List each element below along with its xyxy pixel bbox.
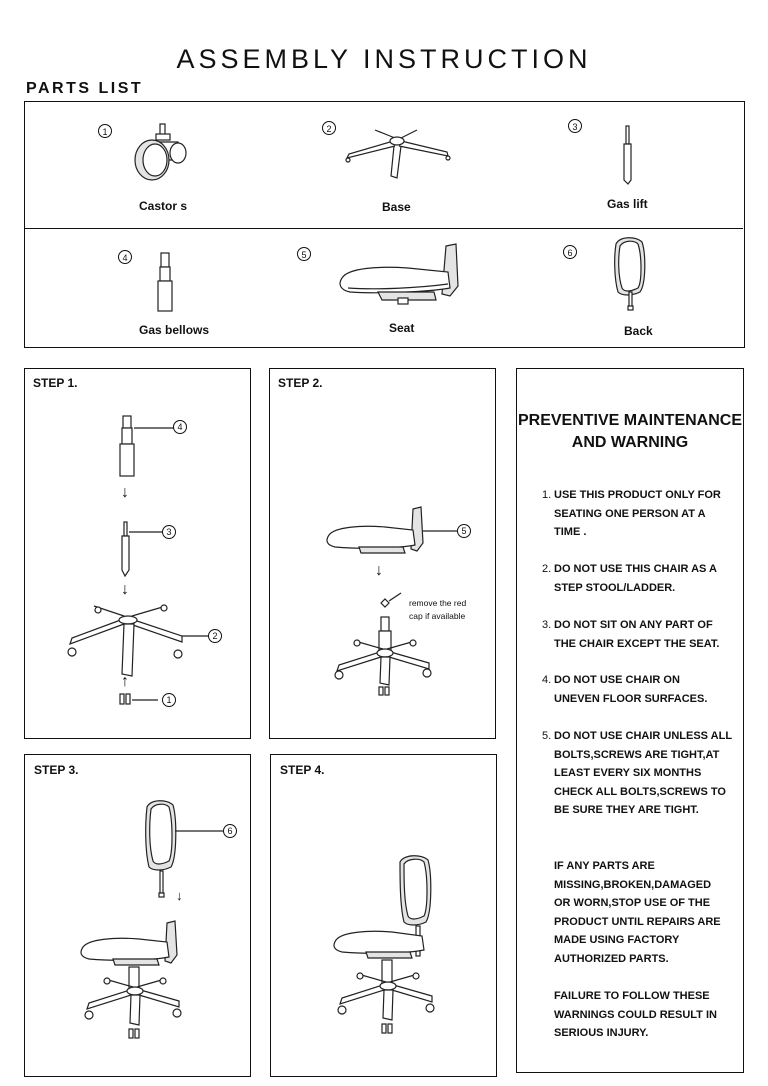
step-1-arrow-down-1: ↓ — [121, 484, 129, 501]
warning-item-2-line-2: STEP STOOL/LADDER. — [554, 581, 676, 594]
warning-title — [516, 410, 744, 454]
step-2-note — [409, 597, 466, 623]
page-title: ASSEMBLY INSTRUCTION — [176, 44, 592, 74]
warning-item-2 — [542, 560, 739, 597]
gas-bellows-icon — [150, 251, 180, 316]
part-label-castors: Castor s — [139, 199, 188, 213]
part-number-2: 2 — [322, 121, 336, 135]
warning-title-line-2: AND WARNING — [571, 434, 689, 451]
part-label-seat: Seat — [389, 321, 415, 335]
warning-item-4-line-2: UNEVEN FLOOR SURFACES. — [554, 692, 708, 705]
warning-item-3-line-2: THE CHAIR EXCEPT THE SEAT. — [554, 637, 720, 650]
part-label-gas-lift: Gas lift — [607, 197, 648, 211]
warning-item-4-number: 4. — [542, 674, 552, 686]
warning-item-4 — [542, 671, 739, 708]
warning-paragraph-2 — [554, 987, 739, 1043]
warning-paragraph-1-line-5: MADE USING FACTORY — [554, 934, 680, 946]
warning-paragraph-2-line-2: WARNINGS COULD RESULT IN — [554, 1008, 717, 1021]
step-1-callout-1: 1 — [162, 693, 176, 707]
warning-item-1-line-1: USE THIS PRODUCT ONLY FOR — [554, 489, 721, 501]
step-4-title: STEP 4. — [280, 763, 325, 777]
part-label-base: Base — [382, 200, 411, 214]
step-3-callout-6: 6 — [223, 824, 237, 838]
step-2-arrow-down: ↓ — [375, 562, 383, 579]
step-3-title: STEP 3. — [34, 763, 79, 777]
part-label-back: Back — [624, 324, 653, 338]
step-3-diagram — [75, 795, 225, 1055]
part-number-5: 5 — [297, 247, 311, 261]
warning-paragraph-2-line-3: SERIOUS INJURY. — [554, 1027, 649, 1039]
part-number-6: 6 — [563, 245, 577, 259]
warning-item-5-line-2: BOLTS,SCREWS ARE TIGHT,AT — [554, 748, 720, 761]
warning-item-1-line-2: SEATING ONE PERSON AT A — [554, 507, 706, 520]
step-1-diagram — [60, 410, 230, 710]
warning-item-1-line-3: TIME . — [554, 526, 587, 538]
warning-item-5-line-4: CHECK ALL BOLTS,SCREWS TO — [554, 785, 726, 798]
warning-item-3 — [542, 616, 739, 653]
step-2-title: STEP 2. — [278, 376, 323, 390]
step-4-diagram — [328, 850, 458, 1050]
warning-item-5-line-3: LEAST EVERY SIX MONTHS — [554, 767, 702, 779]
step-1-callout-4: 4 — [173, 420, 187, 434]
seat-icon — [338, 242, 468, 312]
warning-item-4-line-1: DO NOT USE CHAIR ON — [554, 674, 680, 686]
step-3-arrow-down: ↓ — [176, 888, 183, 903]
step-1-arrow-down-2: ↓ — [121, 581, 129, 598]
warning-title-line-1: PREVENTIVE MAINTENANCE — [517, 412, 743, 429]
warning-item-3-line-1: DO NOT SIT ON ANY PART OF — [554, 619, 713, 631]
castor-icon — [130, 120, 200, 185]
warning-paragraph-1-line-1: IF ANY PARTS ARE — [554, 860, 655, 872]
part-number-3: 3 — [568, 119, 582, 133]
part-label-gas-bellows: Gas bellows — [139, 323, 210, 337]
warning-item-3-number: 3. — [542, 619, 552, 631]
warning-paragraph-1-line-3: OR WORN,STOP USE OF THE — [554, 897, 711, 909]
warning-paragraph-1 — [554, 857, 739, 968]
warning-item-5-line-1: DO NOT USE CHAIR UNLESS ALL — [554, 730, 733, 742]
warning-item-1 — [542, 486, 739, 542]
warning-item-5-line-5: BE SURE THEY ARE TIGHT. — [554, 804, 699, 816]
warning-paragraph-2-line-1: FAILURE TO FOLLOW THESE — [554, 990, 710, 1002]
warning-item-1-number: 1. — [542, 489, 552, 501]
step-2-callout-5: 5 — [457, 524, 471, 538]
back-icon — [610, 234, 650, 319]
warning-item-5-number: 5. — [542, 730, 552, 742]
parts-list-heading: PARTS LIST — [26, 80, 144, 97]
base-icon — [345, 128, 450, 183]
step-2-note-line-1: remove the red — [409, 598, 467, 608]
parts-list-divider — [25, 228, 743, 229]
step-1-callout-2: 2 — [208, 629, 222, 643]
part-number-4: 4 — [118, 250, 132, 264]
warning-item-2-number: 2. — [542, 563, 552, 575]
step-1-title: STEP 1. — [33, 376, 78, 390]
step-1-callout-3: 3 — [162, 525, 176, 539]
warning-paragraph-1-line-6: AUTHORIZED PARTS. — [554, 952, 669, 965]
gas-lift-icon — [618, 124, 638, 186]
warning-item-5 — [542, 727, 739, 820]
warning-paragraph-1-line-4: PRODUCT UNTIL REPAIRS ARE — [554, 915, 721, 928]
warning-paragraph-1-line-2: MISSING,BROKEN,DAMAGED — [554, 878, 712, 891]
warning-item-2-line-1: DO NOT USE THIS CHAIR AS A — [554, 563, 717, 575]
step-1-arrow-up: ↑ — [121, 673, 129, 690]
part-number-1: 1 — [98, 124, 112, 138]
step-2-note-line-2: cap if available — [409, 611, 466, 621]
